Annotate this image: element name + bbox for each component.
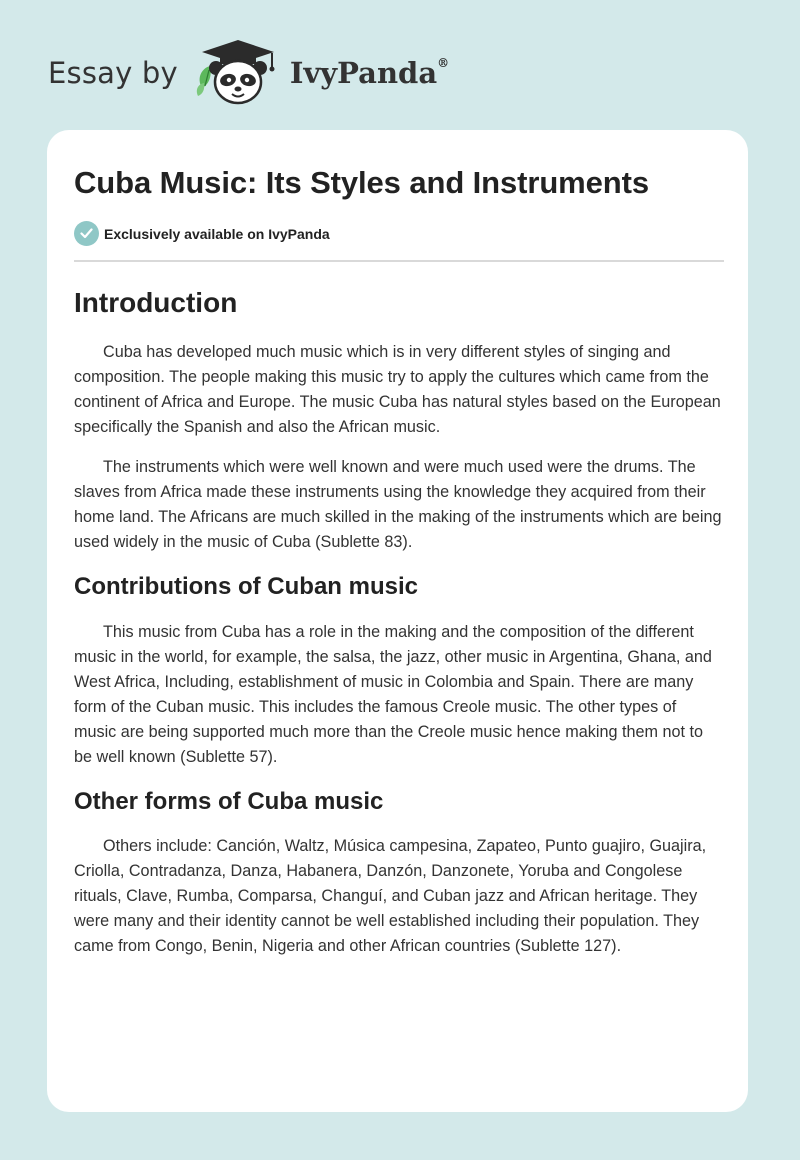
divider: [74, 260, 724, 262]
paragraph: Others include: Canción, Waltz, Música campesina, Zapateo, Punto guajiro, Guajira, Criolla, Contradanza, Danza, Habanera, Danzón, Danzonete, Yoruba and Congolese rituals, Clave, Rumba, Comparsa, Changuí, and Cuban jazz and African heritage. They were many and their identity cannot be well established including their population. They came from Congo, Benin, Nigeria and other African countries (Sublette 127).: [74, 837, 707, 956]
section-contributions: [74, 572, 722, 770]
paragraph: Cuba has developed much music which is in very different styles of singing and composition. The people making this music try to apply the cultures which came from the continent of Africa and Europe. The music Cuba has natural styles based on the European specifically the Spanish and also the African music.: [74, 343, 721, 437]
section-heading: Introduction: [74, 287, 238, 319]
section-heading: Other forms of Cuba music: [74, 788, 384, 816]
check-circle-icon: [74, 221, 99, 246]
exclusive-badge: [74, 221, 722, 246]
panda-logo-icon[interactable]: [192, 38, 284, 108]
registered-mark: ®: [437, 55, 450, 70]
paragraph: This music from Cuba has a role in the making and the composition of the different music in the world, for example, the salsa, the jazz, other music in Argentina, Ghana, and West Africa, Including, establishment of music in Colombia and Spain. There are many form of the Cuban music. This includes the famous Creole music. The other types of music are being supported much more than the Creole music hence making them not to be well known (Sublette 57).: [74, 623, 712, 767]
brand-name[interactable]: [289, 55, 450, 90]
section-other-forms: [74, 787, 722, 959]
essay-card: [47, 130, 748, 1112]
exclusive-label: Exclusively available on IvyPanda: [104, 225, 330, 242]
paragraph: The instruments which were well known and were much used were the drums. The slaves from Africa made these instruments using the knowledge they acquired from their home land. The Africans are much skilled in the making of the instruments which are being used widely in the music of Cuba (Sublette 83).: [74, 458, 722, 552]
section-heading: Contributions of Cuban music: [74, 573, 418, 601]
essay-by-label: Essay by: [48, 55, 178, 90]
site-header: [48, 38, 449, 108]
section-introduction: [74, 286, 722, 555]
brand-name-text: IvyPanda: [289, 55, 438, 90]
page-title: Cuba Music: Its Styles and Instruments: [74, 165, 649, 200]
